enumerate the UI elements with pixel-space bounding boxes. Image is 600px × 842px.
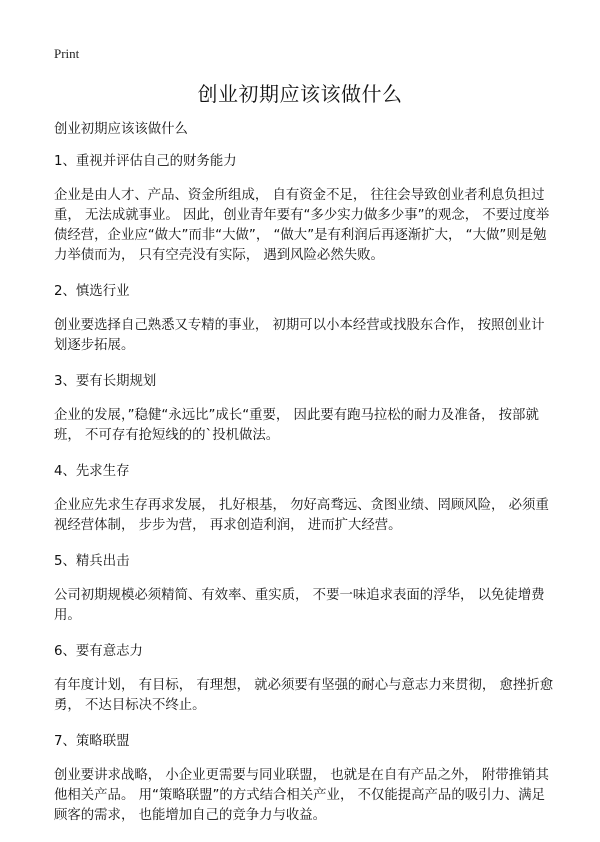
section-body: 企业应先求生存再求发展， 扎好根基， 勿好高骛远、贪图业绩、罔顾风险， 必须重视经营体制， 步步为营， 再求创造利润， 进而扩大经营。 [54,498,549,533]
section-heading: 4、先求生存 [54,464,130,479]
section-heading: 2、慎选行业 [54,284,130,299]
page-title: 创业初期应该该做什么 [197,82,403,106]
section-body: 企业的发展，”稳健“永远比”成长“重要， 因此要有跑马拉松的耐力及准备， 按部就班， 不可存有抢短线的的`投机做法。 [54,408,539,443]
print-link[interactable]: Print [54,46,80,61]
section-body: 创业要讲求战略， 小企业更需要与同业联盟， 也就是在自有产品之外， 附带推销其他相关产品。 用“策略联盟”的方式结合相关产业， 不仅能提高产品的吸引力、满足顾客的需求， 也能增加自己的竞争力与收益。 [54,768,549,823]
section-lean-team [54,552,554,626]
section-body: 公司初期规模必须精简、有效率、重实质， 不要一味追求表面的浮华， 以免徒增费用。 [54,588,545,623]
section-willpower [54,642,554,716]
section-heading: 3、要有长期规划 [54,374,157,389]
section-heading: 7、策略联盟 [54,734,130,749]
section-choose-industry [54,282,554,356]
section-heading: 5、精兵出击 [54,554,130,569]
section-heading: 1、重视并评估自己的财务能力 [54,154,237,169]
section-heading: 6、要有意志力 [54,644,143,659]
section-strategic-alliance [54,732,554,826]
section-body: 创业要选择自己熟悉又专精的事业， 初期可以小本经营或找股东合作， 按照创业计划逐步拓展。 [54,318,545,353]
article-subtitle: 创业初期应该该做什么 [54,122,188,137]
article-content [54,120,554,842]
section-financial-ability [54,152,554,266]
section-long-term-plan [54,372,554,446]
section-body: 企业是由人才、产品、资金所组成， 自有资金不足， 往往会导致创业者利息负担过重， 无法成就事业。 因此，创业青年要有“多少实力做多少事”的观念， 不要过度举债经营，企业应“做大”而非“大做”， “做大”是有利润后再逐渐扩大， “大做”则是勉力举债而为， 只有空壳没有实际， 遇到风险必然失败。 [54,188,550,263]
section-body: 有年度计划， 有目标， 有理想， 就必须要有坚强的耐心与意志力来贯彻， 愈挫折愈勇， 不达目标决不终止。 [54,678,554,713]
section-survive-first [54,462,554,536]
